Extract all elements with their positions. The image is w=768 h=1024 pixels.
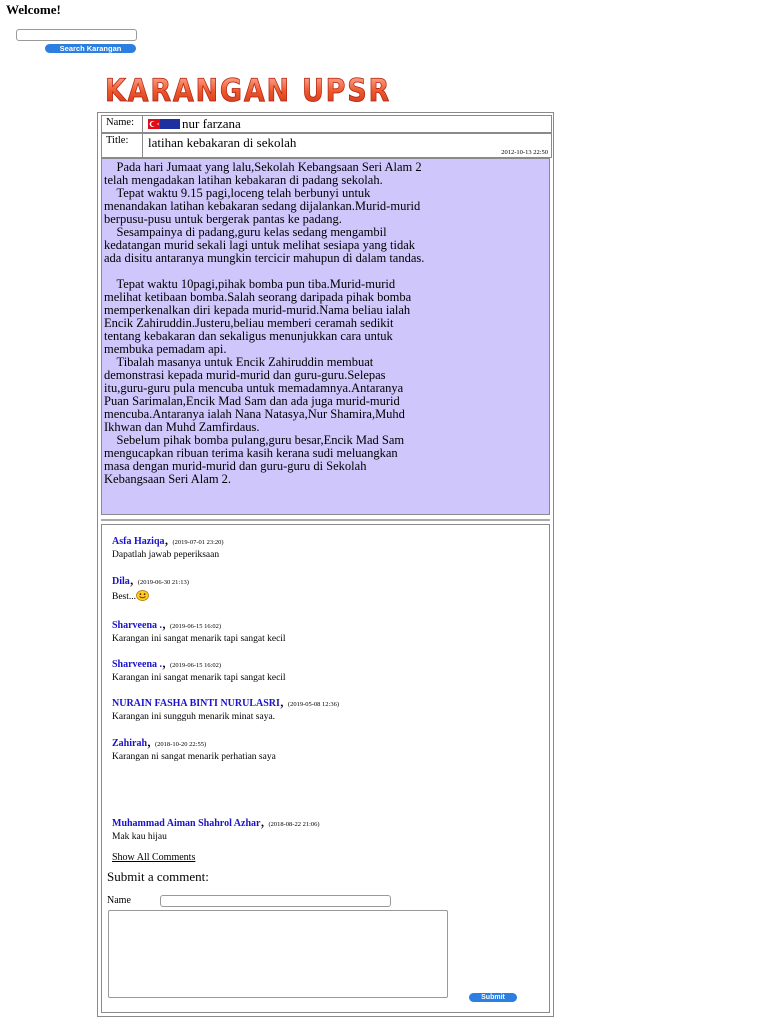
comment-text: Karangan ini sungguh menarik minat saya. <box>112 712 276 722</box>
karangan-upsr-logo <box>102 72 394 108</box>
comment-item: Asfa Haziqa, (2019-07-01 23:20) Dapatlah jawab peperiksaan <box>112 531 224 560</box>
comment-date: (2019-06-15 16:02) <box>170 623 222 630</box>
welcome-text: Welcome! <box>6 2 61 17</box>
comment-date: (2019-06-15 16:02) <box>170 662 222 669</box>
comment-item: Sharveena ., (2019-06-15 16:02) Karangan ini sangat menarik tapi sangat kecil <box>112 615 286 644</box>
comment-text: Karangan ni sangat menarik perhatian saya <box>112 752 276 762</box>
search-karangan-button[interactable]: Search Karangan <box>45 44 136 53</box>
comment-text: Mak kau hijau <box>112 832 167 842</box>
turkey-flag-icon <box>148 119 180 129</box>
comment-item: Dila, (2019-06-30 21:13) Best... <box>112 571 189 602</box>
comment-item: Zahirah, (2018-10-20 22:55) Karangan ni sangat menarik perhatian saya <box>112 733 276 762</box>
title-label: Title: <box>102 134 143 157</box>
story-body <box>101 158 550 515</box>
comment-text <box>112 590 189 602</box>
comment-author[interactable]: NURAIN FASHA BINTI NURULASRI <box>112 698 280 709</box>
comment-text: Dapatlah jawab peperiksaan <box>112 550 220 560</box>
smiley-icon <box>136 590 149 601</box>
comment-date: (2019-05-08 12:36) <box>287 701 339 708</box>
title-row <box>101 133 552 158</box>
comment-text: Karangan ini sangat menarik tapi sangat kecil <box>112 673 286 683</box>
story-text: Pada hari Jumaat yang lalu,Sekolah Kebangsaan Seri Alam 2 telah mengadakan latihan kebakaran di padang sekolah. Tepat waktu 9.15 pagi,loceng telah berbunyi untuk menandakan latihan kebakaran sedang dijalankan.Murid-murid berpusu-pusu untuk bergerak pantas ke padang. Sesampainya di padang,guru kelas sedang mengambil kedatangan murid sekali lagi untuk melihat sesiapa yang tidak ada disitu antaranya mungkin tercicir mahupun di dalam tandas. Tepat waktu 10pagi,pihak bomba pun tiba.Murid-murid melihat ketibaan bomba.Salah seorang daripada pihak bomba memperkenalkan diri kepada murid-murid.Nama beliau ialah Encik Zahiruddin.Justeru,beliau memberi ceramah sedikit tentang kebakaran dan sekaligus menunjukkan cara untuk membuka pemadam api. Tibalah masanya untuk Encik Zahiruddin membuat demonstrasi kepada murid-murid dan guru-guru.Selepas itu,guru-guru pula mencuba untuk memadamnya.Antaranya Puan Sarimalan,Encik Mad Sam dan ada juga murid-murid mencuba.Antaranya ialah Nana Natasya,Nur Shamira,Muhd Ikhwan dan Muhd Zamfirdaus. Sebelum pihak bomba pulang,guru besar,Encik Mad Sam mengucapkan ribuan terima kasih kerana sudi meluangkan masa dengan murid-murid dan guru-guru di Sekolah Kebangsaan Seri Alam 2. <box>104 160 425 486</box>
comment-date: (2019-07-01 23:20) <box>172 539 224 546</box>
author-row <box>101 115 552 133</box>
name-label: Name: <box>102 116 143 132</box>
author-value <box>148 116 241 132</box>
submit-button[interactable]: Submit <box>469 993 517 1002</box>
comment-author[interactable]: Sharveena . <box>112 659 162 670</box>
show-all-comments-link[interactable]: Show All Comments <box>112 852 196 863</box>
comment-author[interactable]: Sharveena . <box>112 620 162 631</box>
comment-item: NURAIN FASHA BINTI NURULASRI, (2019-05-08 12:36) Karangan ini sungguh menarik minat saya. <box>112 693 339 722</box>
comment-item: Muhammad Aiman Shahrol Azhar, (2018-08-22 21:06) Mak kau hijau <box>112 813 320 842</box>
submit-comment-heading: Submit a comment: <box>107 869 209 884</box>
comment-text: Karangan ini sangat menarik tapi sangat kecil <box>112 634 286 644</box>
divider <box>101 519 550 521</box>
search-input[interactable] <box>16 29 137 41</box>
comment-author[interactable]: Muhammad Aiman Shahrol Azhar <box>112 818 261 829</box>
comment-textarea[interactable] <box>108 910 448 998</box>
comment-author[interactable]: Zahirah <box>112 738 148 749</box>
name-input[interactable] <box>160 895 391 907</box>
comment-date: (2018-10-20 22:55) <box>155 741 207 748</box>
post-date: 2012-10-13 22:50 <box>501 149 548 156</box>
comment-author[interactable]: Dila <box>112 576 130 587</box>
karangan-card <box>97 112 554 1017</box>
comment-text-value: Best... <box>112 592 137 602</box>
comment-date: (2019-06-30 21:13) <box>137 579 189 586</box>
name-field-label: Name <box>107 895 131 906</box>
post-title: latihan kebakaran di sekolah <box>148 135 297 150</box>
author-name: nur farzana <box>182 116 241 131</box>
comment-item: Sharveena ., (2019-06-15 16:02) Karangan ini sangat menarik tapi sangat kecil <box>112 654 286 683</box>
comment-author[interactable]: Asfa Haziqa <box>112 536 165 547</box>
comments-section <box>101 524 550 1013</box>
svg-text:KARANGAN UPSR: KARANGAN UPSR <box>105 73 391 109</box>
comment-date: (2018-08-22 21:06) <box>268 821 320 828</box>
